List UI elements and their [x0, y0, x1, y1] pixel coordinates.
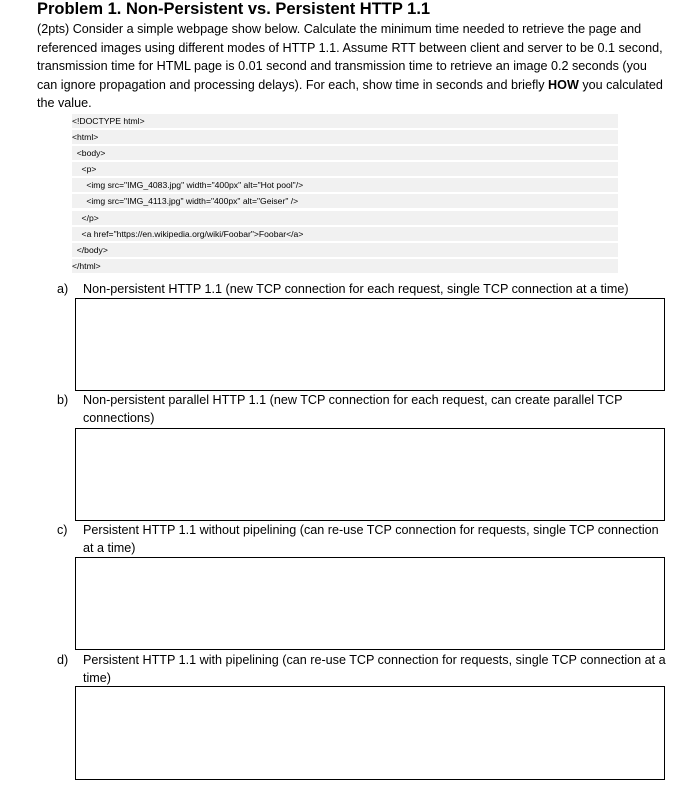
code-line: <p> — [72, 162, 618, 176]
question-letter: a) — [57, 282, 69, 296]
question-letter: b) — [57, 393, 69, 407]
question-letter: d) — [57, 653, 69, 667]
code-line: </p> — [72, 211, 618, 225]
question-letter: c) — [57, 523, 68, 537]
problem-title: Problem 1. Non-Persistent vs. Persistent HTTP 1.1 — [37, 0, 431, 18]
intro-text-1: (2pts) Consider a simple webpage show below. Calculate the minimum time needed to retrieve the page and referenced images using different modes of HTTP 1.1. Assume RTT between client and server to be 0.1 second, transmission time for HTML page is 0.01 second and transmission time to retrieve an image 0.2 seconds (you can ignore propagation and processing delays). For each, show time in seconds and briefly — [37, 22, 663, 92]
question-text: Persistent HTTP 1.1 with pipelining (can re-use TCP connection for requests, single TCP connection at a time) — [83, 653, 666, 685]
question-text: Persistent HTTP 1.1 without pipelining (can re-use TCP connection for requests, single TCP connection at a time) — [83, 523, 659, 555]
intro-text-2: you calculated the value. — [37, 77, 663, 111]
question-text: Non-persistent parallel HTTP 1.1 (new TCP connection for each request, can create parallel TCP connections) — [83, 393, 623, 425]
answer-box-a[interactable] — [75, 298, 665, 391]
code-line: </body> — [72, 243, 618, 257]
code-line: <html> — [72, 130, 618, 144]
code-line: <a href="https://en.wikipedia.org/wiki/Foobar">Foobar</a> — [72, 227, 618, 241]
code-line: <body> — [72, 146, 618, 160]
question-text: Non-persistent HTTP 1.1 (new TCP connection for each request, single TCP connection at a time) — [83, 282, 629, 296]
code-line: </html> — [72, 259, 618, 273]
html-code-block — [72, 114, 618, 275]
problem-intro — [37, 20, 663, 113]
code-line: <img src="IMG_4113.jpg" width="400px" alt="Geiser" /> — [72, 194, 618, 208]
answer-box-b[interactable] — [75, 428, 665, 521]
code-line: <!DOCTYPE html> — [72, 114, 618, 128]
answer-box-d[interactable] — [75, 686, 665, 780]
intro-emphasis: HOW — [548, 77, 579, 92]
answer-box-c[interactable] — [75, 557, 665, 650]
code-line: <img src="IMG_4083.jpg" width="400px" alt="Hot pool"/> — [72, 178, 618, 192]
